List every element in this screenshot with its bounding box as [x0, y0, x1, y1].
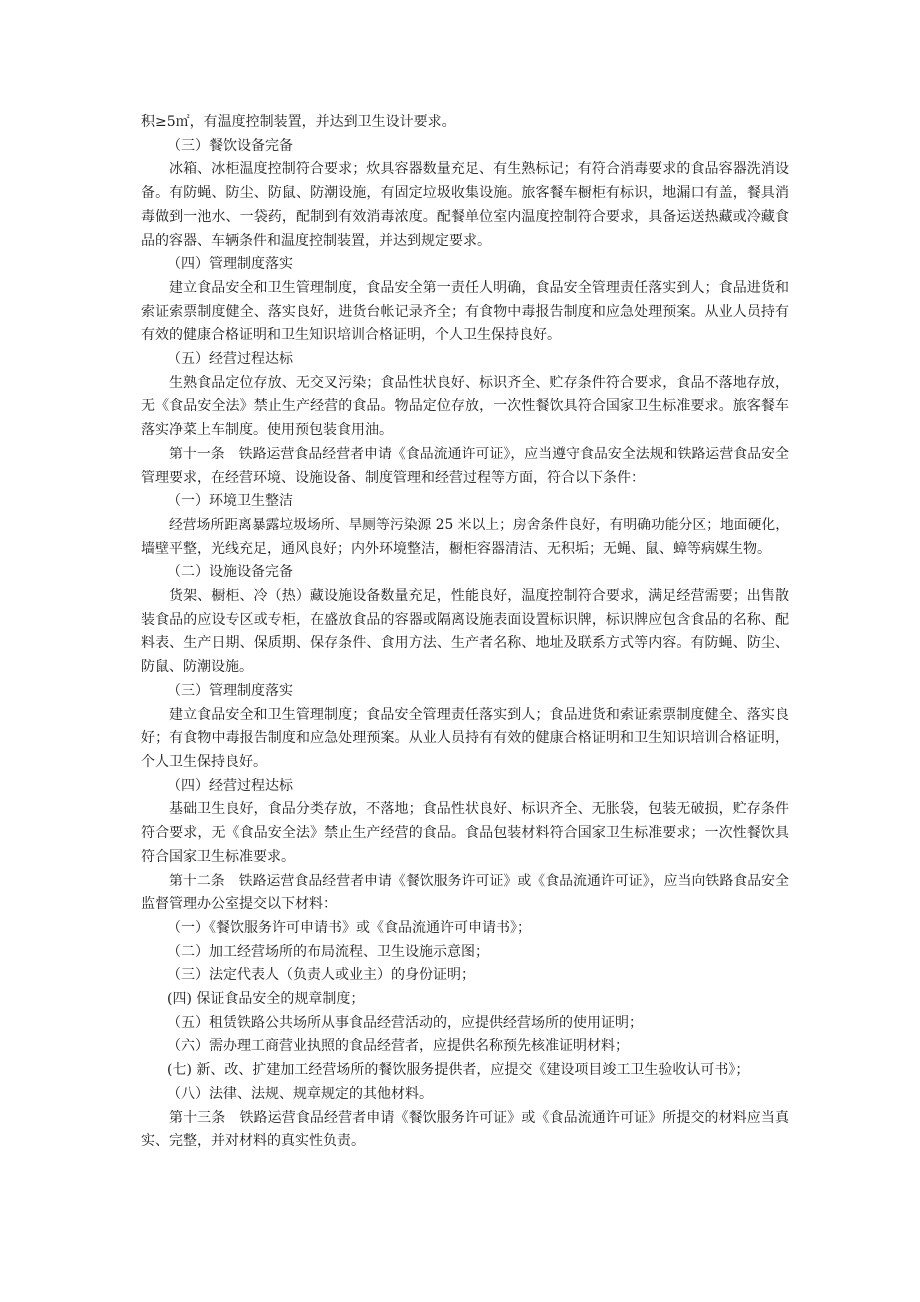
document-body	[141, 111, 789, 1154]
paragraph-line: 品的容器、车辆条件和温度控制装置，并达到规定要求。	[141, 232, 491, 249]
section-heading: (四) 保证食品安全的规章制度；	[167, 991, 365, 1008]
paragraph-line: 装食品的应设专区或专柜，在盛放食品的容器或隔离设施表面设置标识牌，标识牌应包含食品的名称、配	[141, 611, 789, 628]
section-heading: (七) 新、改、扩建加工经营场所的餐饮服务提供者，应提交《建设项目竣工卫生验收认可书》；	[167, 1062, 750, 1079]
paragraph-line: 墙壁平整，光线充足，通风良好；内外环境整洁，橱柜容器清洁、无积垢；无蝇、鼠、蟑等病媒生物。	[141, 540, 771, 557]
section-heading: （一）《餐饮服务许可申请书》或《食品流通许可申请书》；	[167, 919, 531, 936]
paragraph-line: 积≥5㎡，有温度控制装置，并达到卫生设计要求。	[141, 114, 456, 130]
section-heading: （三）法定代表人（负责人或业主）的身份证明；	[167, 967, 475, 984]
paragraph-line: 第十三条 铁路运营食品经营者申请《餐饮服务许可证》或《食品流通许可证》所提交的材料应当真	[169, 1109, 789, 1126]
section-heading: （五）经营过程达标	[167, 351, 293, 368]
paragraph-line: 货架、橱柜、冷（热）藏设施设备数量充足，性能良好，温度控制符合要求，满足经营需要；出售散	[169, 588, 789, 605]
paragraph-line: 索证索票制度健全、落实良好，进货台帐记录齐全；有食物中毒报告制度和应急处理预案。从业人员持有	[141, 303, 789, 320]
paragraph-line: 防鼠、防潮设施。	[141, 659, 253, 676]
paragraph-line: 好；有食物中毒报告制度和应急处理预案。从业人员持有有效的健康合格证明和卫生知识培训合格证明，	[141, 730, 789, 747]
paragraph-line: 监督管理办公室提交以下材料：	[141, 896, 337, 913]
paragraph-line: 第十一条 铁路运营食品经营者申请《食品流通许可证》，应当遵守食品安全法规和铁路运营食品安全	[169, 445, 789, 462]
section-heading: （八）法律、法规、规章规定的其他材料。	[167, 1085, 433, 1102]
section-heading: （四）管理制度落实	[167, 256, 293, 273]
section-heading: （二）设施设备完备	[167, 564, 293, 581]
paragraph-line: 基础卫生良好，食品分类存放，不落地；食品性状良好、标识齐全、无胀袋，包装无破损，贮存条件	[169, 801, 789, 818]
paragraph-line: 生熟食品定位存放、无交叉污染；食品性状良好、标识齐全、贮存条件符合要求，食品不落地存放，	[169, 374, 789, 391]
paragraph-line: 无《食品安全法》禁止生产经营的食品。物品定位存放，一次性餐饮具符合国家卫生标准要求。旅客餐车	[141, 398, 789, 415]
paragraph-line: 备。有防蝇、防尘、防鼠、防潮设施，有固定垃圾收集设施。旅客餐车橱柜有标识，地漏口有盖，餐具消	[141, 185, 789, 202]
section-heading: （四）经营过程达标	[167, 777, 293, 794]
paragraph-line: 建立食品安全和卫生管理制度；食品安全管理责任落实到人；食品进货和索证索票制度健全、落实良	[169, 706, 789, 723]
paragraph-line: 符合要求，无《食品安全法》禁止生产经营的食品。食品包装材料符合国家卫生标准要求；一次性餐饮具	[141, 825, 789, 842]
section-heading: （三）餐饮设备完备	[167, 137, 293, 154]
paragraph-line: 有效的健康合格证明和卫生知识培训合格证明，个人卫生保持良好。	[141, 327, 561, 344]
section-heading: （六）需办理工商营业执照的食品经营者，应提供名称预先核准证明材料；	[167, 1038, 629, 1055]
paragraph-line: 料表、生产日期、保质期、保存条件、食用方法、生产者名称、地址及联系方式等内容。有防蝇、防尘、	[141, 635, 789, 652]
paragraph-line: 个人卫生保持良好。	[141, 753, 267, 770]
section-heading: （五）租赁铁路公共场所从事食品经营活动的，应提供经营场所的使用证明；	[167, 1014, 643, 1031]
paragraph-line: 符合国家卫生标准要求。	[141, 848, 295, 865]
section-heading: （二）加工经营场所的布局流程、卫生设施示意图；	[167, 943, 489, 960]
paragraph-line: 管理要求，在经营环境、设施设备、制度管理和经营过程等方面，符合以下条件：	[141, 469, 645, 486]
paragraph-line: 毒做到一池水、一袋药，配制到有效消毒浓度。配餐单位室内温度控制符合要求，具备运送热藏或冷藏食	[141, 208, 789, 225]
paragraph-line: 第十二条 铁路运营食品经营者申请《餐饮服务许可证》或《食品流通许可证》，应当向铁路食品安全	[169, 872, 789, 889]
section-heading: （三）管理制度落实	[167, 682, 293, 699]
paragraph-line: 冰箱、冰柜温度控制符合要求；炊具容器数量充足、有生熟标记；有符合消毒要求的食品容器洗消设	[169, 161, 789, 178]
paragraph-line: 实、完整，并对材料的真实性负责。	[141, 1133, 365, 1150]
paragraph-line: 落实净菜上车制度。使用预包装食用油。	[141, 422, 393, 439]
section-heading: （一）环境卫生整洁	[167, 493, 293, 510]
paragraph-line: 建立食品安全和卫生管理制度，食品安全第一责任人明确，食品安全管理责任落实到人；食品进货和	[169, 279, 789, 296]
paragraph-line: 经营场所距离暴露垃圾场所、旱厕等污染源 25 米以上；房舍条件良好，有明确功能分区；地面硬化，	[169, 516, 789, 533]
